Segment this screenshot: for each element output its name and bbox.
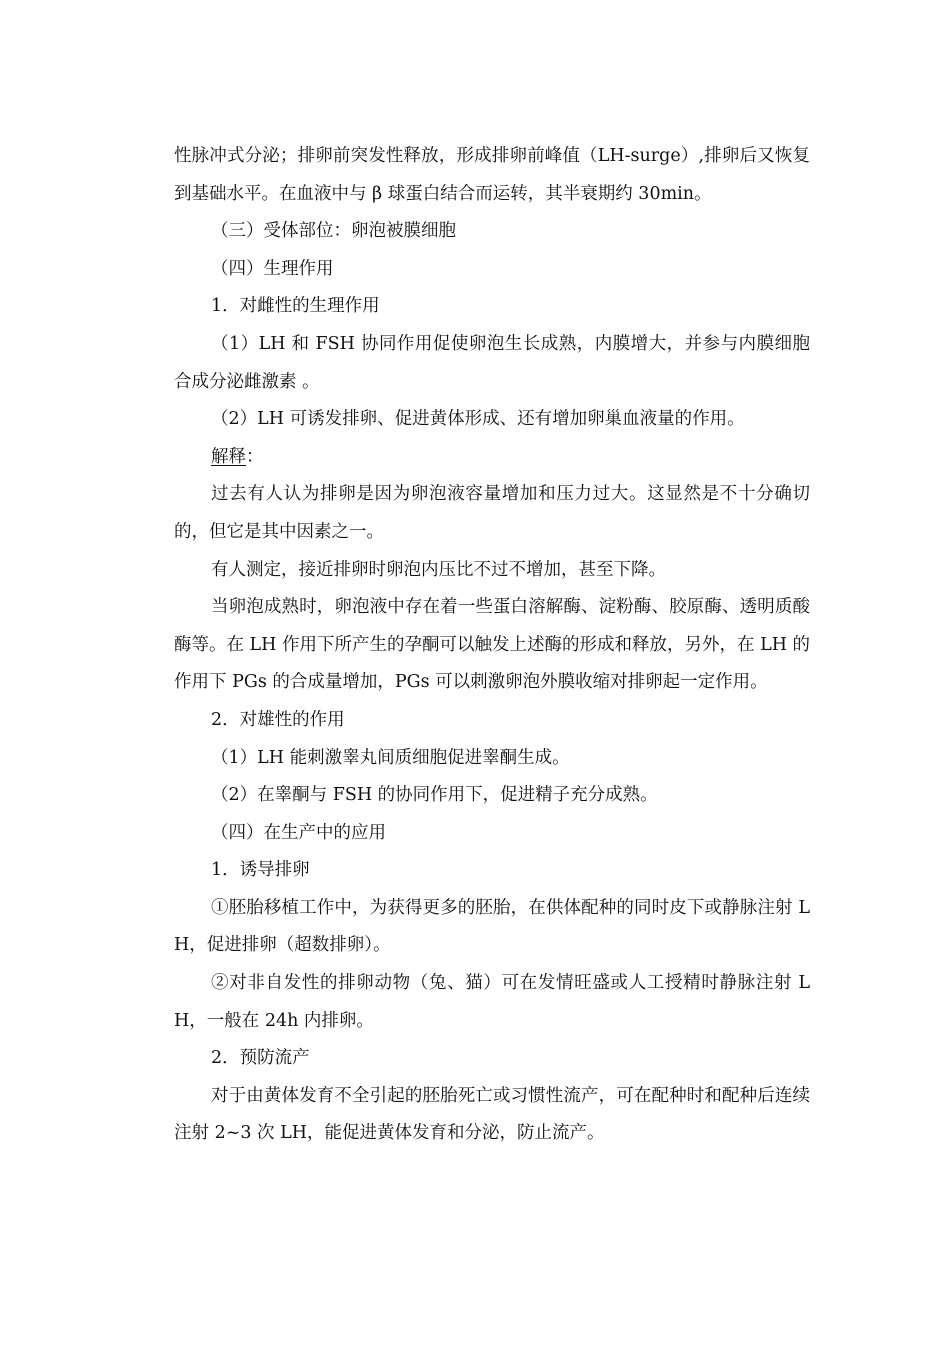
heading-male-role: 2．对雄性的作用 <box>211 709 345 730</box>
explanation-colon: ： <box>246 446 264 467</box>
heading-induce-ovulation: 1．诱导排卵 <box>211 860 310 881</box>
paragraph-induce-ovulation-1: ①胚胎移植工作中，为获得更多的胚胎，在供体配种的同时皮下或静脉注射 LH，促进排卵（超数排卵）。 <box>174 897 810 956</box>
heading-prevent-abortion: 2．预防流产 <box>211 1048 310 1069</box>
label-explanation <box>174 439 810 477</box>
paragraph-male-role-2: （2）在睾酮与 FSH 的协同作用下，促进精子充分成熟。 <box>211 785 658 806</box>
paragraph-female-role-1: （1）LH 和 FSH 协同作用促使卵泡生长成熟，内膜增大，并参与内膜细胞合成分泌雌激素 。 <box>174 333 810 392</box>
paragraph-explanation-2: 有人测定，接近排卵时卵泡内压比不过不增加，甚至下降。 <box>211 559 666 580</box>
document-body <box>174 138 810 1153</box>
paragraph-female-role-2: （2）LH 可诱发排卵、促进黄体形成、还有增加卵巢血液量的作用。 <box>211 409 745 430</box>
paragraph-lh-secretion: 性脉冲式分泌；排卵前突发性释放，形成排卵前峰值（LH-surge）,排卵后又恢复到基础水平。在血液中与 β 球蛋白结合而运转，其半衰期约 30min。 <box>174 146 810 204</box>
paragraph-male-role-1: （1）LH 能刺激睾丸间质细胞促进睾酮生成。 <box>211 747 570 768</box>
heading-production-use: （四）在生产中的应用 <box>211 822 386 843</box>
explanation-underlined: 解释 <box>211 446 246 467</box>
heading-physiological-role: （四）生理作用 <box>211 258 334 279</box>
paragraph-explanation-1: 过去有人认为排卵是因为卵泡液容量增加和压力过大。这显然是不十分确切的，但它是其中因素之一。 <box>174 484 810 542</box>
heading-female-role: 1．对雌性的生理作用 <box>211 296 380 317</box>
paragraph-induce-ovulation-2: ②对非自发性的排卵动物（兔、猫）可在发情旺盛或人工授精时静脉注射 LH，一般在 24h 内排卵。 <box>174 973 810 1031</box>
paragraph-prevent-abortion: 对于由黄体发育不全引起的胚胎死亡或习惯性流产，可在配种时和配种后连续注射 2~3 次 LH，能促进黄体发育和分泌，防止流产。 <box>174 1085 810 1144</box>
paragraph-explanation-3: 当卵泡成熟时，卵泡液中存在着一些蛋白溶解酶、淀粉酶、胶原酶、透明质酸酶等。在 LH 作用下所产生的孕酮可以触发上述酶的形成和释放，另外，在 LH 的作用下 PGs 的合成量增加，PGs 可以刺激卵泡外膜收缩对排卵起一定作用。 <box>174 597 811 693</box>
heading-receptor-site: （三）受体部位：卵泡被膜细胞 <box>211 221 456 242</box>
